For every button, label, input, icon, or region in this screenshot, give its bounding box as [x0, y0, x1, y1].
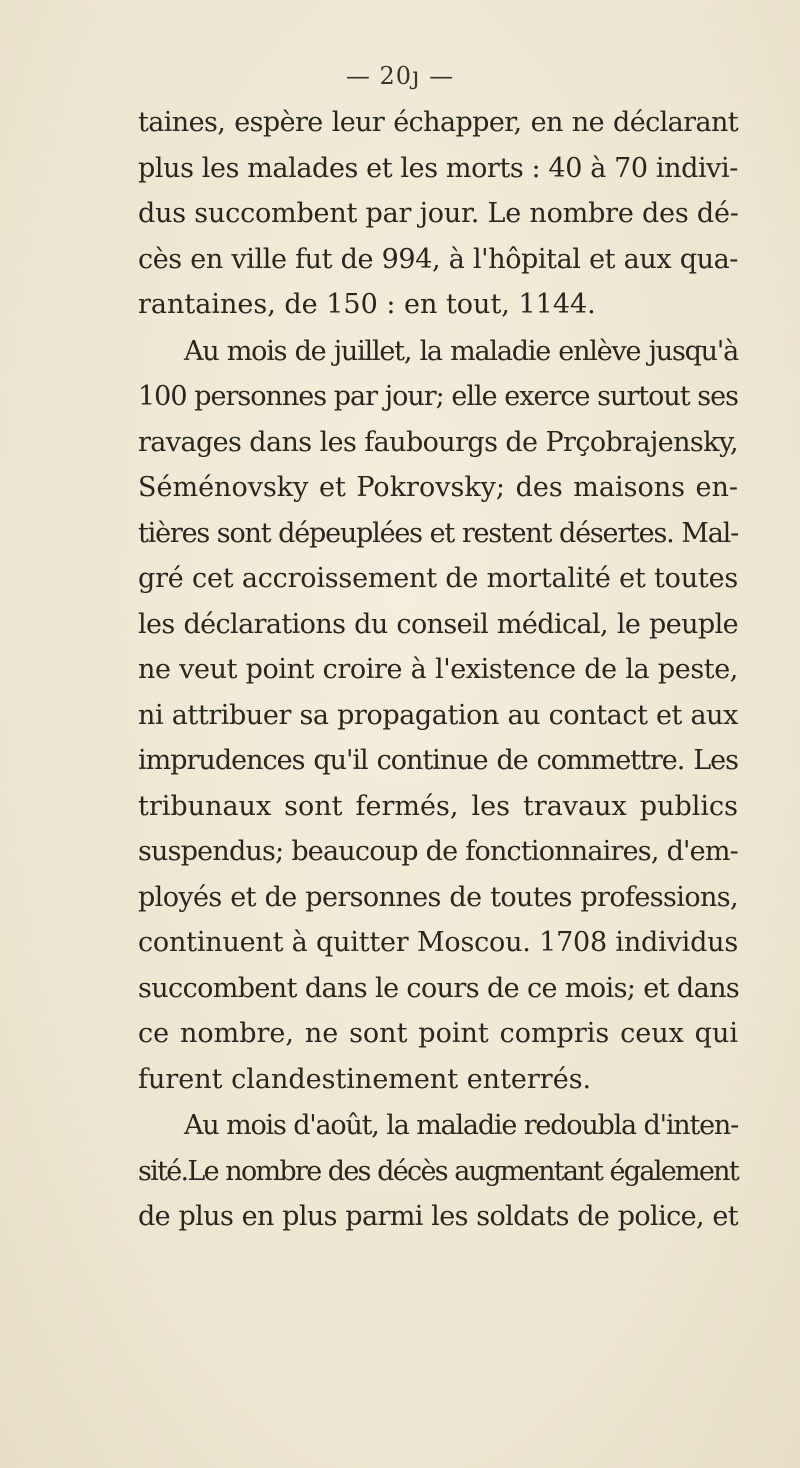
- text-line: continuent à quitter Moscou. 1708 individus: [138, 927, 738, 958]
- text-line: taines, espère leur échapper, en ne déclarant: [138, 107, 738, 138]
- text-line: ravages dans les faubourgs de Prçobrajensky,: [138, 426, 738, 458]
- text-line: succombent dans le cours de ce mois; et dans: [138, 972, 740, 1004]
- text-line: suspendus; beaucoup de fonctionnaires, d'em-: [138, 836, 738, 867]
- text-line: plus les malades et les morts : 40 à 70 indivi-: [138, 152, 738, 184]
- text-line: gré cet accroissement de mortalité et toutes: [138, 563, 738, 594]
- text-line: de plus en plus parmi les soldats de police, et: [138, 1201, 738, 1232]
- text-line: les déclarations du conseil médical, le peuple: [138, 608, 738, 640]
- paragraph-2: [138, 329, 738, 1103]
- text-line: tribunaux sont fermés, les travaux publics: [138, 790, 738, 822]
- text-line: furent clandestinement enterrés.: [138, 1063, 592, 1095]
- text-line: cès en ville fut de 994, à l'hôpital et aux qua-: [138, 243, 738, 275]
- text-line: imprudences qu'il continue de commettre. Les: [138, 745, 738, 776]
- text-line: Séménovsky et Pokrovsky; des maisons en-: [138, 472, 738, 503]
- text-line: ni attribuer sa propagation au contact et aux: [138, 699, 738, 731]
- text-line: sité.Le nombre des décès augmentant également: [138, 1155, 738, 1187]
- page-number: — 20ȷ —: [345, 62, 455, 90]
- text-line: 100 personnes par jour; elle exerce surtout ses: [138, 381, 738, 412]
- body-text: [138, 100, 738, 1240]
- text-line: ce nombre, ne sont point compris ceux qui: [138, 1018, 738, 1049]
- text-line: Au mois d'août, la maladie redoubla d'inten-: [184, 1110, 738, 1141]
- text-line: dus succombent par jour. Le nombre des dé-: [138, 198, 739, 229]
- paragraph-3: [138, 1103, 738, 1240]
- text-line: Au mois de juillet, la maladie enlève jusqu'à: [184, 335, 738, 367]
- paragraph-1: [138, 100, 738, 328]
- text-line: ployés et de personnes de toutes professions,: [138, 881, 738, 913]
- text-line: rantaines, de 150 : en tout, 1144.: [138, 289, 596, 320]
- text-line: ne veut point croire à l'existence de la peste,: [138, 654, 738, 685]
- text-line: tières sont dépeuplées et restent désertes. Mal-: [138, 517, 738, 549]
